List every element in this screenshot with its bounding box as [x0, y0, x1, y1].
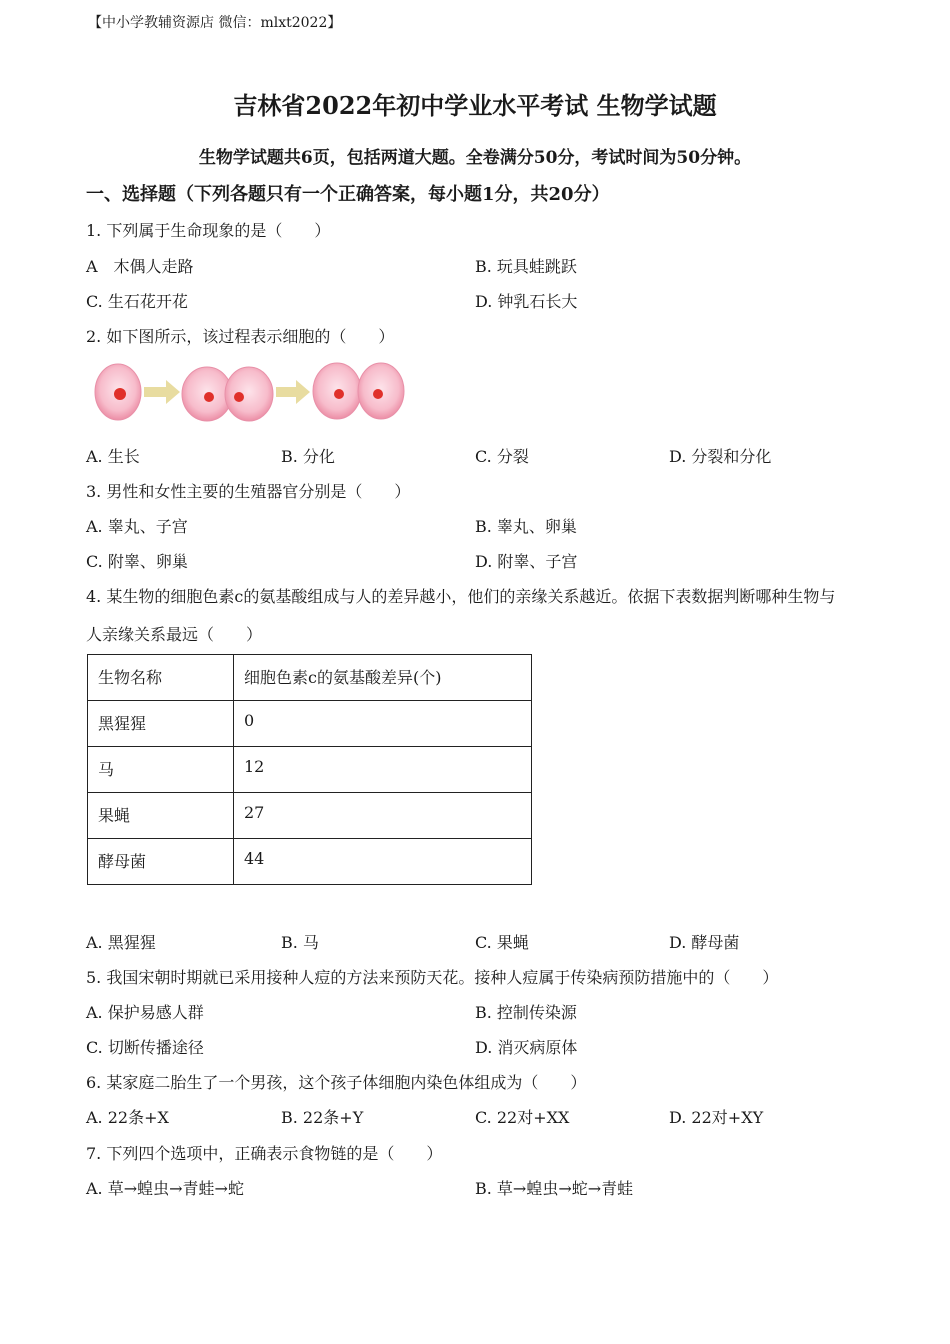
question-4-stem: 4. 某生物的细胞色素c的氨基酸组成与人的差异越小，他们的亲缘关系越近。依据下表数据判断哪种生物与 [86, 587, 836, 606]
q1-option-b: B. 玩具蛙跳跃 [475, 257, 577, 276]
q6-option-b: B. 22条+Y [281, 1108, 364, 1127]
table-cell: 0 [234, 701, 532, 747]
q4-option-b: B. 马 [281, 933, 319, 952]
table-row [88, 793, 532, 839]
q4-option-c: C. 果蝇 [475, 933, 529, 952]
q6-option-c: C. 22对+XX [475, 1108, 570, 1127]
q1-option-a: A 木偶人走路 [86, 257, 194, 276]
question-5-stem: 5. 我国宋朝时期就已采用接种人痘的方法来预防天花。接种人痘属于传染病预防措施中的（ ） [86, 968, 779, 987]
table-row [88, 839, 532, 885]
table-header: 生物名称 [88, 655, 234, 701]
q5-option-a: A. 保护易感人群 [86, 1003, 204, 1022]
q1-option-c: C. 生石花开花 [86, 292, 188, 311]
question-6-stem: 6. 某家庭二胎生了一个男孩，这个孩子体细胞内染色体组成为（ ） [86, 1073, 587, 1092]
q5-option-b: B. 控制传染源 [475, 1003, 577, 1022]
question-7-stem: 7. 下列四个选项中，正确表示食物链的是（ ） [86, 1144, 443, 1163]
section-heading: 一、选择题（下列各题只有一个正确答案，每小题1分，共20分） [86, 184, 610, 205]
q3-option-a: A. 睾丸、子宫 [86, 517, 188, 536]
arrow-1 [144, 380, 180, 404]
dividing-cell [182, 367, 273, 421]
nucleus-3b [373, 389, 383, 399]
arrow-2 [276, 380, 310, 404]
page-title: 吉林省2022年初中学业水平考试 生物学试题 [233, 91, 717, 120]
table-cell: 27 [234, 793, 532, 839]
question-3-stem: 3. 男性和女性主要的生殖器官分别是（ ） [86, 482, 411, 501]
table-row [88, 747, 532, 793]
q2-option-b: B. 分化 [281, 447, 335, 466]
q1-option-d: D. 钟乳石长大 [475, 292, 578, 311]
q4-option-a: A. 黑猩猩 [86, 933, 156, 952]
q6-option-a: A. 22条+X [86, 1108, 169, 1127]
table-cell: 酵母菌 [88, 839, 234, 885]
q2-option-a: A. 生长 [86, 447, 140, 466]
q6-option-d: D. 22对+XY [669, 1108, 764, 1127]
q2-option-d: D. 分裂和分化 [669, 447, 772, 466]
q5-option-d: D. 消灭病原体 [475, 1038, 578, 1057]
cell-division-figure [92, 360, 408, 426]
table-row [88, 701, 532, 747]
q3-option-d: D. 附睾、子宫 [475, 552, 578, 571]
nucleus-2a [204, 392, 214, 402]
table-header-row [88, 655, 532, 701]
q7-option-b: B. 草→蝗虫→蛇→青蛙 [475, 1179, 634, 1198]
q7-option-a: A. 草→蝗虫→青蛙→蛇 [86, 1179, 244, 1198]
table-header: 细胞色素c的氨基酸差异(个) [234, 655, 532, 701]
cell-division-svg [92, 360, 408, 426]
table-cell: 黑猩猩 [88, 701, 234, 747]
table-cell: 马 [88, 747, 234, 793]
question-4-stem-cont: 人亲缘关系最远（ ） [86, 625, 263, 644]
nucleus-3a [334, 389, 344, 399]
table-cell: 果蝇 [88, 793, 234, 839]
question-2-stem: 2. 如下图所示，该过程表示细胞的（ ） [86, 327, 395, 346]
nucleus-1 [114, 388, 126, 400]
q4-option-d: D. 酵母菌 [669, 933, 740, 952]
nucleus-2b [234, 392, 244, 402]
table-cell: 12 [234, 747, 532, 793]
q2-option-c: C. 分裂 [475, 447, 529, 466]
q3-option-c: C. 附睾、卵巢 [86, 552, 188, 571]
exam-info: 生物学试题共6页，包括两道大题。全卷满分50分，考试时间为50分钟。 [198, 148, 752, 168]
q5-option-c: C. 切断传播途径 [86, 1038, 204, 1057]
question-1-stem: 1. 下列属于生命现象的是（ ） [86, 221, 331, 240]
table-cell: 44 [234, 839, 532, 885]
header-watermark: 【中小学教辅资源店 微信：mlxt2022】 [88, 15, 342, 31]
q3-option-b: B. 睾丸、卵巢 [475, 517, 577, 536]
cell-1 [95, 364, 141, 420]
cytochrome-table [87, 654, 532, 885]
daughter-cells [313, 363, 404, 419]
